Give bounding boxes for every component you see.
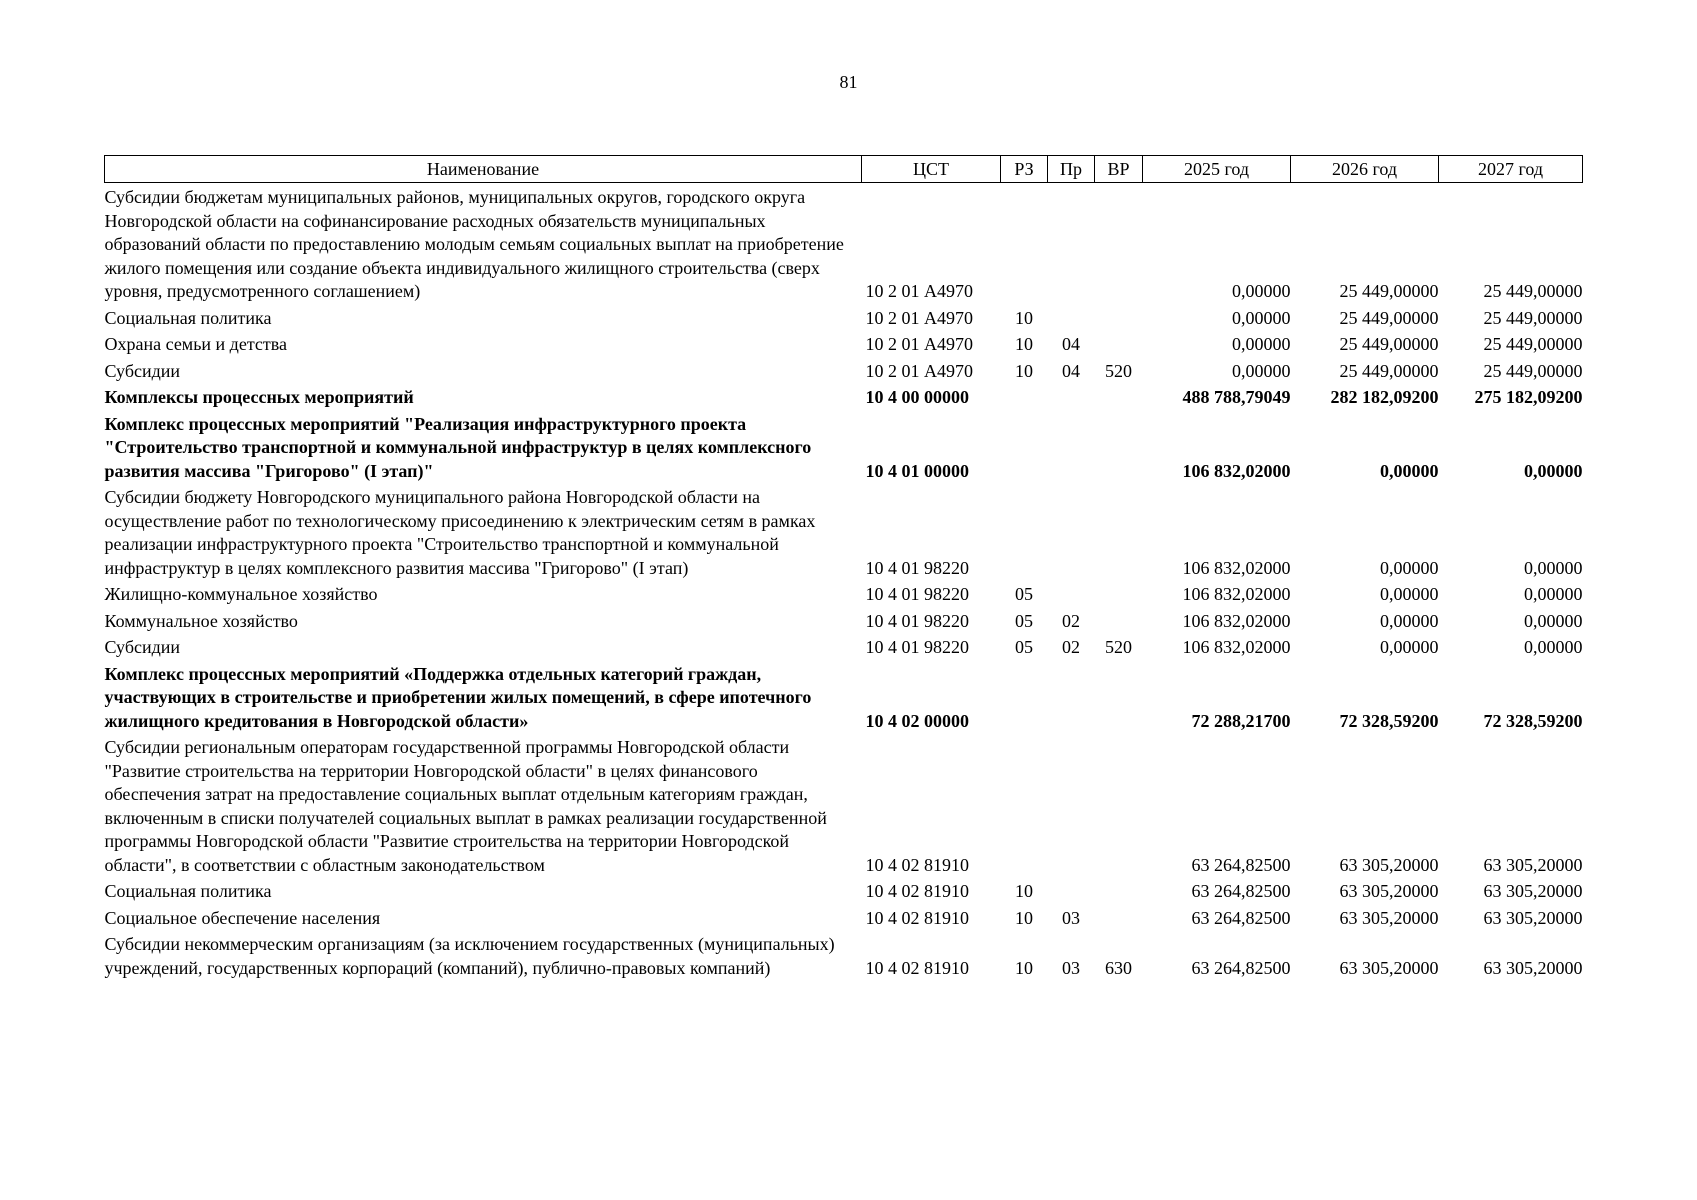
cell-cst: 10 2 01 А4970 <box>865 360 973 381</box>
cell-pr: 02 <box>1062 610 1080 631</box>
cell-cst: 10 4 01 00000 <box>865 460 969 481</box>
header-rz: РЗ <box>1001 156 1048 183</box>
cell-pr: 02 <box>1062 637 1080 657</box>
cell-vr: 520 <box>1105 360 1132 381</box>
cell-y2025: 63 264,82500 <box>1191 957 1291 978</box>
cell-y2027: 0,00000 <box>1524 557 1583 578</box>
cell-vr <box>1095 304 1143 331</box>
cell-pr: 03 <box>1062 957 1080 978</box>
cell-rz: 10 <box>1015 307 1033 328</box>
table-row <box>105 633 1583 660</box>
cell-y2025: 63 264,82500 <box>1191 907 1291 928</box>
cell-y2026: 63 305,20000 <box>1339 881 1439 901</box>
cell-pr: 04 <box>1062 334 1080 354</box>
cell-rz <box>1001 660 1048 734</box>
cell-name: Комплекс процессных мероприятий "Реализация инфраструктурного проекта "Строительство транспортной и коммунальной инфраструктур в целях комплексного развития массива "Григорово" (I этап)" <box>104 413 812 481</box>
cell-pr <box>1048 733 1095 877</box>
cell-y2027: 0,00000 <box>1524 460 1583 481</box>
cell-rz: 10 <box>1015 881 1033 901</box>
cell-rz: 05 <box>1015 610 1033 631</box>
cell-y2026: 0,00000 <box>1380 637 1439 657</box>
cell-y2025: 0,00000 <box>1232 360 1291 381</box>
header-vr: ВР <box>1095 156 1143 183</box>
cell-cst: 10 4 01 98220 <box>865 637 969 657</box>
cell-y2026: 72 328,59200 <box>1339 710 1439 731</box>
header-2026: 2026 год <box>1291 156 1439 183</box>
header-name: Наименование <box>105 156 862 183</box>
cell-y2027: 0,00000 <box>1524 584 1583 604</box>
cell-rz: 10 <box>1015 957 1033 978</box>
cell-y2025: 106 832,02000 <box>1182 610 1291 631</box>
cell-y2027: 275 182,09200 <box>1474 387 1583 407</box>
cell-y2026: 0,00000 <box>1380 610 1439 631</box>
table-row <box>105 733 1583 877</box>
cell-rz: 05 <box>1015 584 1033 604</box>
table-row <box>105 483 1583 580</box>
cell-vr <box>1095 580 1143 607</box>
cell-pr <box>1048 304 1095 331</box>
cell-y2025: 72 288,21700 <box>1191 710 1291 731</box>
cell-pr: 03 <box>1062 907 1080 928</box>
cell-y2026: 63 305,20000 <box>1339 854 1439 875</box>
cell-pr <box>1048 383 1095 410</box>
cell-rz: 10 <box>1015 360 1033 381</box>
cell-cst: 10 2 01 А4970 <box>865 281 973 301</box>
table-body <box>105 183 1583 981</box>
cell-y2026: 25 449,00000 <box>1339 281 1439 301</box>
cell-cst: 10 4 00 00000 <box>865 387 969 407</box>
cell-y2025: 106 832,02000 <box>1182 584 1291 604</box>
cell-y2027: 25 449,00000 <box>1483 281 1583 301</box>
table-row <box>105 660 1583 734</box>
cell-rz <box>1001 483 1048 580</box>
cell-vr <box>1095 183 1143 304</box>
table-row <box>105 410 1583 484</box>
cell-y2027: 25 449,00000 <box>1483 307 1583 328</box>
cell-vr <box>1095 904 1143 931</box>
cell-vr <box>1095 483 1143 580</box>
cell-cst: 10 4 01 98220 <box>865 557 969 578</box>
cell-cst: 10 4 02 81910 <box>865 907 969 928</box>
cell-pr <box>1048 183 1095 304</box>
cell-name: Субсидии <box>104 360 181 381</box>
table-header <box>105 156 1583 183</box>
cell-pr <box>1048 483 1095 580</box>
cell-rz <box>1001 410 1048 484</box>
cell-cst: 10 4 02 00000 <box>865 710 969 731</box>
table-row <box>105 183 1583 304</box>
cell-name: Субсидии <box>104 637 181 657</box>
table-row <box>105 607 1583 634</box>
cell-y2027: 0,00000 <box>1524 610 1583 631</box>
cell-vr <box>1095 660 1143 734</box>
cell-pr <box>1048 580 1095 607</box>
table-row <box>105 877 1583 904</box>
cell-cst: 10 2 01 А4970 <box>865 334 973 354</box>
cell-name: Субсидии бюджетам муниципальных районов, муниципальных округов, городского округа Новгородской области на софинансирование расходных обязательств муниципальных образований области по предоставлению молодым семьям социальных выплат на приобретение жилого помещения или создание объекта индивидуального жилищного строительства (сверх уровня, предусмотренного соглашением) <box>104 187 844 301</box>
cell-name: Социальная политика <box>104 881 272 901</box>
cell-rz: 10 <box>1015 907 1033 928</box>
header-cst: ЦСТ <box>862 156 1001 183</box>
cell-name: Субсидии бюджету Новгородского муниципального района Новгородской области на осуществление работ по технологическому присоединению к электрическим сетям в рамках реализации инфраструктурного проекта "Строительство транспортной и коммунальной инфраструктур в целях комплексного развития массива "Григорово" (I этап) <box>104 487 816 578</box>
cell-name: Комплексы процессных мероприятий <box>104 387 414 407</box>
cell-vr <box>1095 733 1143 877</box>
cell-cst: 10 2 01 А4970 <box>865 307 973 328</box>
header-2027: 2027 год <box>1439 156 1583 183</box>
page-number: 81 <box>839 72 858 92</box>
cell-y2025: 0,00000 <box>1232 281 1291 301</box>
cell-name: Субсидии региональным операторам государственной программы Новгородской области "Развитие строительства на территории Новгородской области" в целях финансового обеспечения затрат на предоставление социальных выплат отдельным категориям граждан, включенным в списки получателей социальных выплат в рамках реализации государственной программы Новгородской области "Развитие строительства на территории Новгородской области", в соответствии с областным законодательством <box>104 737 827 875</box>
cell-y2027: 63 305,20000 <box>1483 957 1583 978</box>
cell-name: Жилищно-коммунальное хозяйство <box>104 584 378 604</box>
cell-cst: 10 4 02 81910 <box>865 957 969 978</box>
cell-name: Социальная политика <box>104 307 272 328</box>
cell-pr <box>1048 410 1095 484</box>
cell-name: Комплекс процессных мероприятий «Поддержка отдельных категорий граждан, участвующих в строительстве и приобретении жилых помещений, в сфере ипотечного жилищного кредитования в Новгородской области» <box>104 663 812 731</box>
cell-vr <box>1095 877 1143 904</box>
cell-y2025: 106 832,02000 <box>1182 557 1291 578</box>
cell-vr: 630 <box>1105 957 1132 978</box>
cell-vr: 520 <box>1105 637 1132 657</box>
cell-cst: 10 4 02 81910 <box>865 854 969 875</box>
cell-y2025: 106 832,02000 <box>1182 637 1291 657</box>
cell-pr: 04 <box>1062 360 1080 381</box>
cell-name: Социальное обеспечение населения <box>104 907 381 928</box>
cell-y2026: 25 449,00000 <box>1339 360 1439 381</box>
cell-y2026: 63 305,20000 <box>1339 957 1439 978</box>
cell-y2025: 488 788,79049 <box>1182 387 1291 407</box>
table-row <box>105 904 1583 931</box>
cell-y2027: 63 305,20000 <box>1483 907 1583 928</box>
cell-rz <box>1001 183 1048 304</box>
cell-y2025: 0,00000 <box>1232 334 1291 354</box>
cell-rz <box>1001 733 1048 877</box>
cell-y2025: 0,00000 <box>1232 307 1291 328</box>
cell-rz <box>1001 383 1048 410</box>
cell-y2027: 25 449,00000 <box>1483 334 1583 354</box>
table-row <box>105 304 1583 331</box>
cell-name: Охрана семьи и детства <box>104 334 288 354</box>
table-row <box>105 383 1583 410</box>
cell-vr <box>1095 607 1143 634</box>
header-pr: Пр <box>1048 156 1095 183</box>
table-row <box>105 357 1583 384</box>
cell-y2027: 72 328,59200 <box>1483 710 1583 731</box>
cell-y2026: 25 449,00000 <box>1339 334 1439 354</box>
cell-y2025: 106 832,02000 <box>1182 460 1291 481</box>
cell-y2026: 282 182,09200 <box>1330 387 1439 407</box>
header-2025: 2025 год <box>1143 156 1291 183</box>
cell-y2026: 0,00000 <box>1380 584 1439 604</box>
cell-vr <box>1095 330 1143 357</box>
cell-y2025: 63 264,82500 <box>1191 881 1291 901</box>
cell-y2027: 25 449,00000 <box>1483 360 1583 381</box>
cell-cst: 10 4 01 98220 <box>865 584 969 604</box>
cell-rz: 10 <box>1015 334 1033 354</box>
cell-y2027: 63 305,20000 <box>1483 881 1583 901</box>
cell-cst: 10 4 01 98220 <box>865 610 969 631</box>
cell-y2027: 63 305,20000 <box>1483 854 1583 875</box>
table-row <box>105 580 1583 607</box>
cell-vr <box>1095 383 1143 410</box>
cell-name: Коммунальное хозяйство <box>104 610 298 631</box>
cell-y2026: 0,00000 <box>1380 460 1439 481</box>
cell-vr <box>1095 410 1143 484</box>
cell-pr <box>1048 877 1095 904</box>
cell-name: Субсидии некоммерческим организациям (за исключением государственных (муниципальных) учреждений, государственных корпораций (компаний), публично-правовых компаний) <box>104 934 835 978</box>
cell-y2025: 63 264,82500 <box>1191 854 1291 875</box>
cell-y2026: 0,00000 <box>1380 557 1439 578</box>
cell-cst: 10 4 02 81910 <box>865 881 969 901</box>
cell-pr <box>1048 660 1095 734</box>
cell-y2026: 25 449,00000 <box>1339 307 1439 328</box>
table-row <box>105 330 1583 357</box>
cell-y2027: 0,00000 <box>1524 637 1583 657</box>
cell-y2026: 63 305,20000 <box>1339 907 1439 928</box>
cell-rz: 05 <box>1015 637 1033 657</box>
budget-table <box>104 155 1583 980</box>
table-row <box>105 930 1583 980</box>
